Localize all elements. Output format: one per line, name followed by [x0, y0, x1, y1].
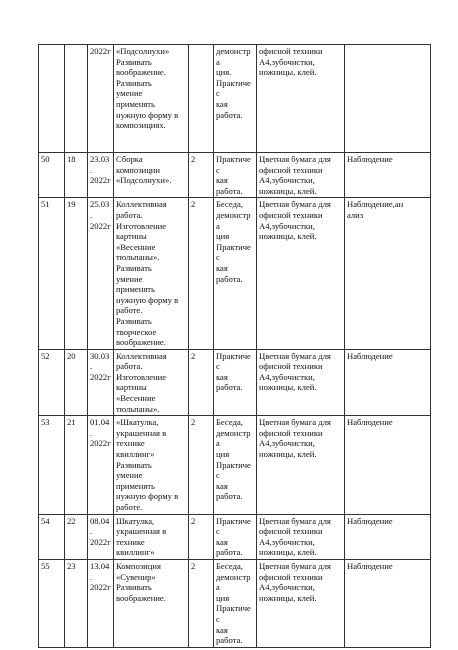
materials-cell: офисной техники А4,зубочистки, ножницы, клей. [257, 45, 345, 153]
lesson-number-cell: 23 [65, 559, 88, 647]
form-cell: Беседа, демонстра ция Практичес кая работа. [214, 559, 257, 647]
form-cell: Беседа, демонстра ция Практичес кая работа. [214, 416, 257, 514]
hours-cell: 2 [189, 416, 214, 514]
hours-cell: 2 [189, 349, 214, 416]
row-number-cell: 54 [39, 514, 65, 559]
hours-cell: 2 [189, 153, 214, 198]
materials-cell: Цветная бумага для офисной техники А4,зубочистки, ножницы, клей. [257, 198, 345, 349]
control-cell: Наблюдение [345, 416, 431, 514]
materials-cell: Цветная бумага для офисной техники А4,зубочистки, ножницы, клей. [257, 349, 345, 416]
control-cell [345, 45, 431, 153]
hours-cell: 2 [189, 559, 214, 647]
table-row [39, 153, 431, 198]
row-number-cell: 51 [39, 198, 65, 349]
control-cell: Наблюдение,ан ализ [345, 198, 431, 349]
row-number-cell: 50 [39, 153, 65, 198]
control-cell: Наблюдение [345, 153, 431, 198]
lesson-plan-table [38, 44, 431, 648]
materials-cell: Цветная бумага для офисной техники А4,зубочистки, ножницы, клей. [257, 153, 345, 198]
lesson-number-cell: 19 [65, 198, 88, 349]
lesson-number-cell: 21 [65, 416, 88, 514]
row-number-cell: 52 [39, 349, 65, 416]
table-row [39, 198, 431, 349]
topic-cell: Шкатулка, украшенная в технике квиллинг» [114, 514, 189, 559]
date-cell: 23.03. 2022г [88, 153, 114, 198]
control-cell: Наблюдение [345, 349, 431, 416]
topic-cell: «Шкатулка, украшенная в технике квиллинг» Развивать умение применять нужную форму в работе. [114, 416, 189, 514]
date-cell: 08.04. 2022г [88, 514, 114, 559]
date-cell: 13.04. 2022г [88, 559, 114, 647]
lesson-number-cell: 20 [65, 349, 88, 416]
form-cell: Практичес кая работа. [214, 514, 257, 559]
topic-cell: Композиция «Сувенир» Развивать воображение. [114, 559, 189, 647]
row-number-cell: 55 [39, 559, 65, 647]
control-cell: Наблюдение [345, 514, 431, 559]
topic-cell: «Подсолнухи» Развивать воображение. Развивать умение применять нужную форму в композициях. [114, 45, 189, 153]
hours-cell: 2 [189, 514, 214, 559]
topic-cell: Коллективная работа. Изготовление картины «Весенние тюльпаны». Развивать умение применять нужную форму в работе. Развивать творческое воображение. [114, 198, 189, 349]
table-row [39, 45, 431, 153]
row-number-cell: 53 [39, 416, 65, 514]
hours-cell [189, 45, 214, 153]
control-cell: Наблюдение [345, 559, 431, 647]
table-row [39, 349, 431, 416]
table-row [39, 416, 431, 514]
form-cell: демонстра ция. Практичес кая работа. [214, 45, 257, 153]
topic-cell: Сборка композиции «Подсолнухи». [114, 153, 189, 198]
date-cell: 01.04. 2022г [88, 416, 114, 514]
date-cell: 2022г [88, 45, 114, 153]
row-number-cell [39, 45, 65, 153]
form-cell: Беседа, демонстра ция Практичес кая работа. [214, 198, 257, 349]
hours-cell: 2 [189, 198, 214, 349]
materials-cell: Цветная бумага для офисной техники А4,зубочистки, ножницы, клей. [257, 559, 345, 647]
form-cell: Практичес кая работа. [214, 349, 257, 416]
date-cell: 30.03. 2022г [88, 349, 114, 416]
form-cell: Практичес кая работа. [214, 153, 257, 198]
table-row [39, 559, 431, 647]
table-row [39, 514, 431, 559]
materials-cell: Цветная бумага для офисной техники А4,зубочистки, ножницы, клей. [257, 416, 345, 514]
lesson-number-cell: 22 [65, 514, 88, 559]
date-cell: 25.03. 2022г [88, 198, 114, 349]
lesson-number-cell [65, 45, 88, 153]
materials-cell: Цветная бумага для офисной техники А4,зубочистки, ножницы, клей. [257, 514, 345, 559]
topic-cell: Коллективная работа. Изготовление картины «Весенние тюльпаны». [114, 349, 189, 416]
lesson-number-cell: 18 [65, 153, 88, 198]
